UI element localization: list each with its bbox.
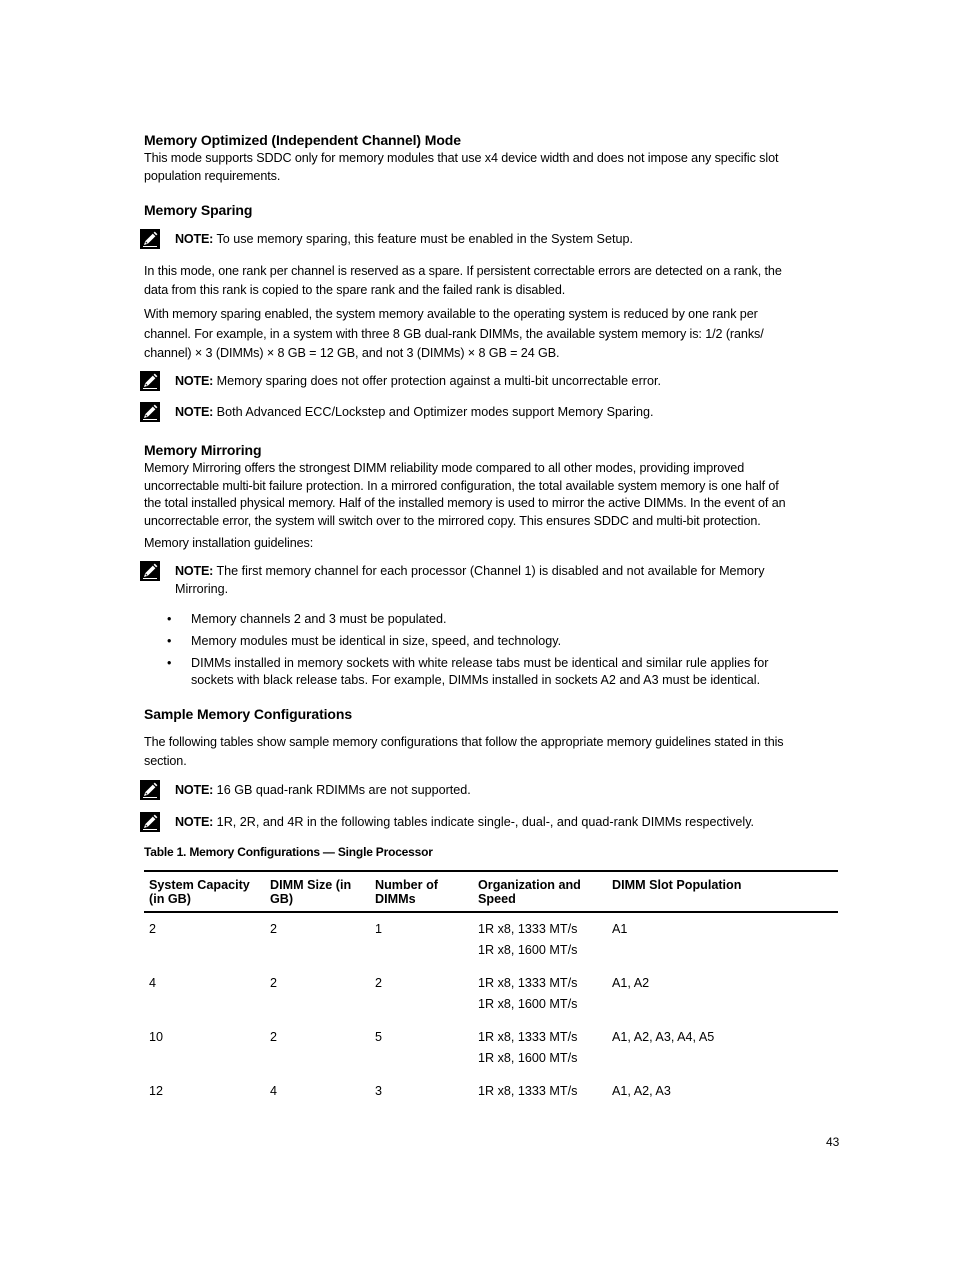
cell-organization-line: 1R x8, 1600 MT/s <box>478 943 578 957</box>
mirroring-body <box>144 460 838 530</box>
section-heading-mirroring: Memory Mirroring <box>144 442 262 458</box>
list-item-text: • DIMMs installed in memory sockets with white release tabs must be identical and similar rule applies for <box>191 656 769 670</box>
cell-organization-line: 1R x8, 1600 MT/s <box>478 1051 578 1065</box>
cell-organization <box>473 1021 607 1075</box>
mirroring-body-line: Memory Mirroring offers the strongest DIMM reliability mode compared to all other modes, providing improved <box>144 461 745 475</box>
note-label: NOTE: <box>175 815 214 829</box>
samples-para-line: section. <box>144 754 187 768</box>
note-samples-quad-rank <box>144 781 838 800</box>
col-header-text: DIMMs <box>375 892 416 906</box>
cell-dimm-size: 4 <box>270 1084 278 1098</box>
note-sparing-modes <box>144 403 838 422</box>
col-header-text: System Capacity <box>149 878 250 892</box>
note-text: Memory sparing does not offer protection against a multi-bit uncorrectable error. <box>213 374 661 388</box>
note-text: 1R, 2R, and 4R in the following tables indicate single-, dual-, and quad-rank DIMMs respectively. <box>213 815 755 829</box>
col-header-text: Number of <box>375 878 438 892</box>
mirroring-body-line: uncorrectable error, the system will switch over to the mirrored copy. This ensures SDDC and multi-bit protection. <box>144 513 761 528</box>
samples-para-line: The following tables show sample memory configurations that follow the appropriate memory guidelines stated in this <box>144 735 784 749</box>
samples-para <box>144 733 838 771</box>
list-item-text: Memory modules must be identical in size, speed, and technology. <box>191 634 562 648</box>
note-sparing-protection <box>144 372 838 391</box>
pencil-note-icon <box>140 780 160 800</box>
note-text: Mirroring. <box>175 582 229 596</box>
list-item-text: Memory channels 2 and 3 must be populated. <box>191 612 447 626</box>
cell-dimm-count: 5 <box>375 1030 383 1044</box>
sparing-para-line: channel) × 3 (DIMMs) × 8 GB = 12 GB, and not 3 (DIMMs) × 8 GB = 24 GB. <box>144 346 560 360</box>
note-text: To use memory sparing, this feature must be enabled in the System Setup. <box>213 232 633 246</box>
col-header-text: Speed <box>478 892 516 906</box>
section-heading-optimized: Memory Optimized (Independent Channel) Mode <box>144 132 461 148</box>
note-sparing-setup <box>144 230 838 249</box>
list-item <box>144 611 838 628</box>
list-item-text: sockets with black release tabs. For example, DIMMs installed in sockets A2 and A3 must be identical. <box>191 673 761 687</box>
cell-organization <box>473 912 607 967</box>
sparing-para-1 <box>144 262 838 300</box>
cell-dimm-size: 2 <box>270 922 278 936</box>
memory-config-table <box>144 870 838 1108</box>
col-header-text: (in GB) <box>149 892 191 906</box>
optimized-body <box>144 150 838 185</box>
cell-organization-line: 1R x8, 1333 MT/s <box>478 1084 578 1098</box>
table-row <box>144 1075 838 1108</box>
note-samples-rank-legend <box>144 813 838 832</box>
pencil-note-icon <box>140 561 160 581</box>
list-item <box>144 633 838 650</box>
table-header-row <box>144 871 838 912</box>
col-header-dimm-count <box>370 871 473 912</box>
cell-slots: A1 <box>612 922 628 936</box>
cell-organization-line: 1R x8, 1333 MT/s <box>478 976 578 990</box>
col-header-dimm-size <box>265 871 370 912</box>
sparing-para-line: channel. For example, in a system with three 8 GB dual-rank DIMMs, the available system memory is: 1/2 (ranks/ <box>144 326 764 341</box>
pencil-note-icon <box>140 371 160 391</box>
table-row <box>144 912 838 967</box>
mirroring-body-line: uncorrectable multi-bit failure protection. In a mirrored configuration, the total available system memory is one half of <box>144 478 779 493</box>
cell-slots: A1, A2, A3 <box>612 1084 671 1098</box>
optimized-body-line: population requirements. <box>144 168 281 183</box>
cell-capacity: 12 <box>149 1084 164 1098</box>
pencil-note-icon <box>140 402 160 422</box>
sparing-para-line: In this mode, one rank per channel is reserved as a spare. If persistent correctable errors are detected on a rank, the <box>144 264 782 278</box>
sparing-para-2 <box>144 305 838 364</box>
cell-capacity: 10 <box>149 1030 164 1044</box>
note-label: NOTE: <box>175 564 214 578</box>
col-header-text: GB) <box>270 892 294 906</box>
note-label: NOTE: <box>175 405 214 419</box>
note-label: NOTE: <box>175 783 214 797</box>
cell-organization <box>473 1075 607 1108</box>
note-text: Both Advanced ECC/Lockstep and Optimizer modes support Memory Sparing. <box>213 405 654 419</box>
note-mirroring-channel <box>144 562 838 598</box>
col-header-text: DIMM Size (in <box>270 878 352 892</box>
note-text: The first memory channel for each processor (Channel 1) is disabled and not available for Memory <box>213 564 765 578</box>
cell-capacity: 2 <box>149 922 157 936</box>
cell-dimm-size: 2 <box>270 976 278 990</box>
cell-organization-line: 1R x8, 1333 MT/s <box>478 1030 578 1044</box>
sparing-para-line: data from this rank is copied to the spare rank and the failed rank is disabled. <box>144 283 566 297</box>
col-header-slot-population <box>607 871 838 912</box>
cell-organization-line: 1R x8, 1333 MT/s <box>478 922 578 936</box>
note-text: 16 GB quad-rank RDIMMs are not supported. <box>213 783 471 797</box>
sparing-para-line: With memory sparing enabled, the system memory available to the operating system is reduced by one rank per <box>144 307 758 321</box>
cell-slots: A1, A2 <box>612 976 650 990</box>
pencil-note-icon <box>140 229 160 249</box>
installation-guidelines: Memory installation guidelines: <box>144 536 314 550</box>
mirroring-guidelines-list <box>144 611 838 694</box>
cell-organization-line: 1R x8, 1600 MT/s <box>478 997 578 1011</box>
section-heading-sparing: Memory Sparing <box>144 202 253 218</box>
list-item <box>144 655 838 689</box>
cell-dimm-count: 3 <box>375 1084 383 1098</box>
table-row <box>144 1021 838 1075</box>
mirroring-body-line: the total installed physical memory. Half of the installed memory is used to mirror the active DIMMs. In the event of an <box>144 496 786 510</box>
col-header-organization <box>473 871 607 912</box>
note-label: NOTE: <box>175 374 214 388</box>
cell-dimm-count: 1 <box>375 922 383 936</box>
table-row <box>144 967 838 1021</box>
pencil-note-icon <box>140 812 160 832</box>
cell-organization <box>473 967 607 1021</box>
note-label: NOTE: <box>175 232 214 246</box>
cell-dimm-count: 2 <box>375 976 383 990</box>
page-number: 43 <box>826 1135 840 1149</box>
col-header-capacity <box>144 871 265 912</box>
optimized-body-line: This mode supports SDDC only for memory modules that use x4 device width and does not impose any specific slot <box>144 151 779 165</box>
cell-slots: A1, A2, A3, A4, A5 <box>612 1030 715 1044</box>
cell-capacity: 4 <box>149 976 157 990</box>
table-caption: Table 1. Memory Configurations — Single Processor <box>144 845 433 859</box>
section-heading-samples: Sample Memory Configurations <box>144 706 353 722</box>
col-header-text: Organization and <box>478 878 581 892</box>
col-header-text: DIMM Slot Population <box>612 878 742 892</box>
cell-dimm-size: 2 <box>270 1030 278 1044</box>
